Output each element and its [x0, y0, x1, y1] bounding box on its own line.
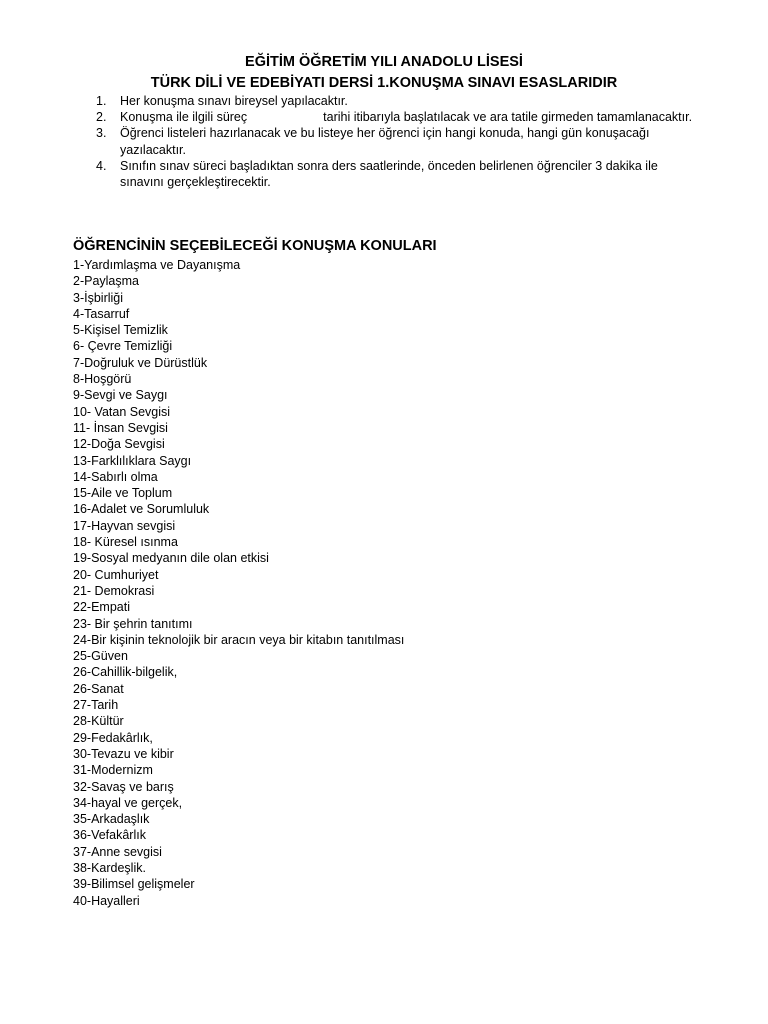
topic-item: 27-Tarih	[73, 698, 119, 713]
rule-item	[96, 109, 696, 125]
rule-item	[96, 93, 696, 109]
topic-item: 13-Farklılıklara Saygı	[73, 453, 192, 468]
topic-item: 6- Çevre Temizliği	[73, 339, 173, 354]
rule-number: 4.	[96, 158, 107, 173]
topics-heading: ÖĞRENCİNİN SEÇEBİLECEĞİ KONUŞMA KONULARI	[73, 238, 437, 254]
topic-item: 35-Arkadaşlık	[73, 812, 150, 827]
topic-item: 34-hayal ve gerçek,	[73, 795, 183, 810]
topic-item: 37-Anne sevgisi	[73, 844, 162, 859]
topic-item: 26-Cahillik-bilgelik,	[73, 665, 178, 680]
topic-item: 14-Sabırlı olma	[73, 469, 158, 484]
topic-item: 22-Empati	[73, 600, 130, 615]
rule-item	[96, 158, 696, 190]
topic-item: 31-Modernizm	[73, 763, 153, 778]
document-title-line-2: TÜRK DİLİ VE EDEBİYATI DERSİ 1.KONUŞMA SINAVI ESASLARIDIR	[150, 75, 618, 91]
topic-item: 8-Hoşgörü	[73, 372, 132, 387]
topic-item: 17-Hayvan sevgisi	[73, 518, 176, 533]
topics-list	[73, 257, 404, 909]
topic-item: 16-Adalet ve Sorumluluk	[73, 502, 210, 517]
topic-item: 4-Tasarruf	[73, 306, 130, 321]
topic-item: 38-Kardeşlik.	[73, 860, 146, 875]
topic-item: 30-Tevazu ve kibir	[73, 746, 174, 761]
topic-item: 20- Cumhuriyet	[73, 567, 159, 582]
topic-item: 19-Sosyal medyanın dile olan etkisi	[73, 551, 269, 566]
topic-item: 9-Sevgi ve Saygı	[73, 388, 168, 403]
rule-text	[120, 109, 696, 125]
topic-item: 29-Fedakârlık,	[73, 730, 153, 745]
rule-item	[96, 125, 696, 157]
topic-item: 28-Kültür	[73, 714, 124, 729]
topic-item: 24-Bir kişinin teknolojik bir aracın veya bir kitabın tanıtılması	[73, 632, 405, 647]
document-title-line-1: EĞİTİM ÖĞRETİM YILI ANADOLU LİSESİ	[245, 54, 523, 70]
rule-text: Her konuşma sınavı bireysel yapılacaktır.	[120, 94, 348, 108]
topic-item: 2-Paylaşma	[73, 274, 139, 289]
topic-item: 21- Demokrasi	[73, 583, 155, 598]
rule-number: 3.	[96, 126, 107, 141]
topic-item: 5-Kişisel Temizlik	[73, 323, 168, 338]
topic-item: 12-Doğa Sevgisi	[73, 437, 165, 452]
topic-item: 10- Vatan Sevgisi	[73, 404, 171, 419]
topic-item: 36-Vefakârlık	[73, 828, 146, 843]
topic-item: 25-Güven	[73, 649, 128, 664]
topic-item: 15-Aile ve Toplum	[73, 486, 173, 501]
topic-item: 40-Hayalleri	[73, 893, 140, 908]
rules-list	[96, 93, 696, 190]
topic-item: 39-Bilimsel gelişmeler	[73, 877, 195, 892]
rule-text-after-blank: tarihi itibarıyla başlatılacak ve ara tatile girmeden tamamlanacaktır.	[323, 110, 693, 125]
topic-item: 23- Bir şehrin tanıtımı	[73, 616, 193, 631]
topic-item: 11- İnsan Sevgisi	[73, 420, 168, 435]
topic-item: 26-Sanat	[73, 681, 124, 696]
topic-item: 18- Küresel ısınma	[73, 535, 178, 550]
rule-text-before-blank: Konuşma ile ilgili süreç	[120, 110, 248, 125]
topic-item: 32-Savaş ve barış	[73, 779, 174, 794]
rule-text: Öğrenci listeleri hazırlanacak ve bu listeye her öğrenci için hangi konuda, hangi gün konuşacağı yazılacaktır.	[120, 126, 650, 157]
rule-number: 2.	[96, 110, 107, 125]
topic-item: 1-Yardımlaşma ve Dayanışma	[73, 258, 241, 272]
rule-text: Sınıfın sınav süreci başladıktan sonra ders saatlerinde, önceden belirlenen öğrenciler 3 dakika ile sınavını gerçekleştirecektir.	[120, 158, 658, 190]
rule-number: 1.	[96, 94, 107, 108]
topic-item: 7-Doğruluk ve Dürüstlük	[73, 355, 208, 370]
topic-item: 3-İşbirliği	[73, 290, 124, 305]
